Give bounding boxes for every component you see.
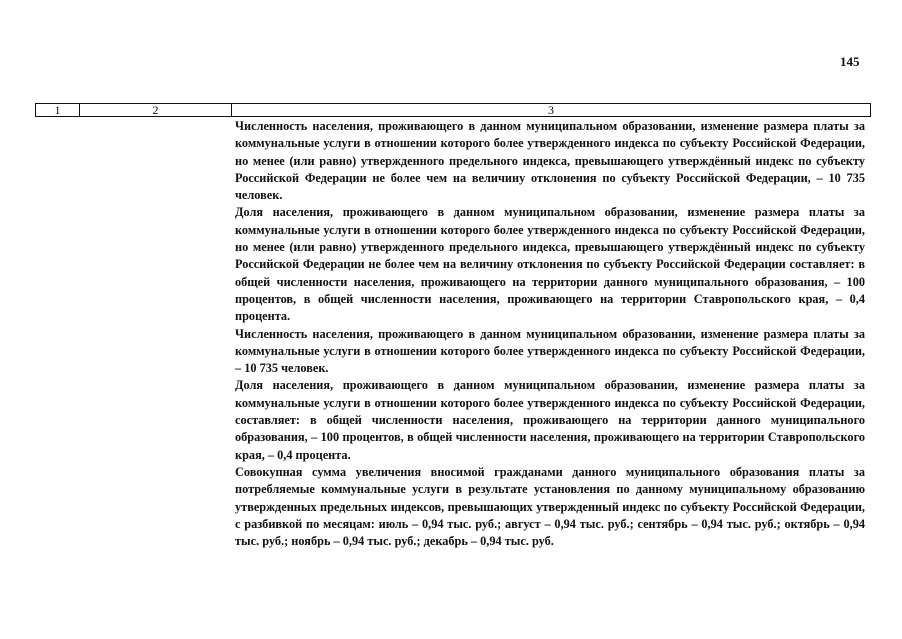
page-number: 145 xyxy=(840,54,860,69)
table-header-col-1: 1 xyxy=(36,104,80,116)
table-header-row xyxy=(35,103,871,117)
paragraph-population-share-1: Доля населения, проживающего в данном муниципальном образовании, изменение размера платы за коммунальные услуги в отношении которого более утвержденного индекса по субъекту Российской Федерации, но менее (или равно) утвержденного предельного индекса, превышающего утверждённый индекс по субъекту Российской Федерации не более чем на величину отклонения по субъекту Российской Федерации составляет: в общей численности населения, проживающего на территории данного муниципального образования, – 100 процентов, в общей численности населения, проживающего на территории Ставропольского края, – 0,4 процента. xyxy=(235,205,865,324)
paragraph-total-payment-increase: Совокупная сумма увеличения вносимой гражданами данного муниципального образования платы за потребляемые коммунальные услуги в результате установления по данному муниципальному образованию утвержденных предельных индексов, превышающих утвержденный индекс по субъекту Российской Федерации, с разбивкой по месяцам: июль – 0,94 тыс. руб.; август – 0,94 тыс. руб.; сентябрь – 0,94 тыс. руб.; октябрь – 0,94 тыс. руб.; ноябрь – 0,94 тыс. руб.; декабрь – 0,94 тыс. руб. xyxy=(235,464,865,549)
paragraph-population-share-2: Доля населения, проживающего в данном муниципальном образовании, изменение размера платы за коммунальные услуги в отношении которого более утвержденного индекса по субъекту Российской Федерации, составляет: в общей численности населения, проживающего на территории данного муниципального образования, – 100 процентов, в общей численности населения, проживающего на территории Ставропольского края, – 0,4 процента. xyxy=(235,378,865,462)
table-header-col-2: 2 xyxy=(80,104,232,116)
paragraph-population-count-1: Численность населения, проживающего в данном муниципальном образовании, изменение размера платы за коммунальные услуги в отношении которого более утвержденного индекса по субъекту Российской Федерации, но менее (или равно) утвержденного предельного индекса, превышающего утверждённый индекс по субъекту Российской Федерации не более чем на величину отклонения по субъекту Российской Федерации, – 10 735 человек. xyxy=(235,119,865,203)
table-cell-content xyxy=(235,118,865,550)
paragraph-population-count-2: Численность населения, проживающего в данном муниципальном образовании, изменение размера платы за коммунальные услуги в отношении которого более утвержденного индекса по субъекту Российской Федерации, – 10 735 человек. xyxy=(235,326,865,376)
table-header-col-3: 3 xyxy=(548,103,554,117)
